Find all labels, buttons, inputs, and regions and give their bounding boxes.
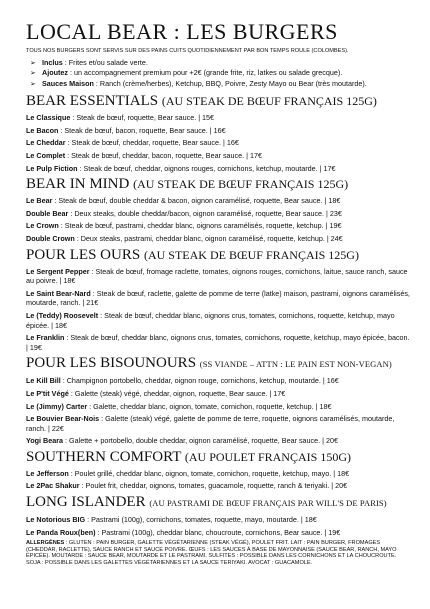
info-bullet: [30, 58, 410, 68]
section-subtitle: (AU STEAK DE BŒUF FRANÇAIS 125G): [143, 247, 359, 262]
item-name: Le Bouvier Bear-Nois: [26, 414, 100, 424]
menu-item: [26, 151, 410, 161]
item-name: Le Pulp Fiction: [26, 163, 78, 173]
section-name: BEAR ESSENTIALS: [26, 93, 159, 110]
bullet-text: : Ranch (crème/herbes), Ketchup, BBQ, Poivre, Zesty Mayo ou Bear (très moutarde).: [93, 78, 367, 88]
bullet-label: Sauces Maison: [42, 78, 94, 88]
section-name: LONG ISLANDER: [26, 494, 146, 511]
item-description: : Steak de bœuf, cheddar blanc, oignons crus, tomates, cornichons, roquette, ketchup, mayo épicée, bacon. | 19€: [26, 333, 410, 352]
bullet-label: Ajoutez: [42, 68, 68, 78]
bullet-text: : un accompagnement premium pour +2€ (grande frite, riz, latkes ou salade grecque).: [67, 68, 343, 78]
section-name: BEAR IN MIND: [26, 176, 130, 193]
menu-sections: [26, 93, 410, 537]
item-description: : Galette, cheddar blanc, oignon, tomate, cornichon, roquette, ketchup. | 18€: [87, 401, 332, 411]
info-bullet: [30, 68, 410, 78]
menu-item: [26, 389, 410, 399]
menu-item: [26, 113, 410, 123]
item-description: : Steak de bœuf, roquette, Bear sauce. | 15€: [70, 113, 215, 123]
arrow-bullet-icon: ➢: [30, 70, 36, 78]
menu-item: [26, 402, 410, 412]
item-description: : Steak de bœuf, raclette, galette de pomme de terre (latke) maison, pastrami, oignons caramélisés, moutarde, ranch. | 21€: [26, 288, 410, 308]
item-name: Le Bacon: [26, 125, 59, 135]
menu-section: [26, 93, 410, 173]
bullet-text: : Frites et/ou salade verte.: [62, 58, 148, 67]
menu-item: [26, 414, 410, 433]
menu-item: [26, 311, 410, 330]
item-description: : Steak de bœuf, cheddar, roquette, Bear sauce. | 16€: [65, 138, 239, 148]
section-title: [26, 494, 410, 512]
page-title: LOCAL BEAR : LES BURGERS: [26, 19, 338, 44]
menu-item: [26, 126, 410, 136]
item-description: : Steak de bœuf, cheddar, bacon, roquette, Bear sauce. | 17€: [65, 151, 262, 160]
item-name: Le Panda Roux(ben): [26, 527, 96, 537]
menu-item: [26, 267, 410, 286]
info-bullet: [30, 79, 410, 89]
item-description: : Deux steaks, pastrami, cheddar blanc, oignon caramélisé, roquette, ketchup. | 24€: [74, 233, 343, 243]
menu-item: [26, 436, 410, 446]
menu-item: [26, 138, 410, 148]
item-name: Le Sergent Pepper: [26, 266, 90, 276]
menu-item: [26, 481, 410, 491]
item-description: : Deux steaks, double cheddar/bacon, oignon caramélisé, roquette, Bear sauce. | 23€: [68, 208, 342, 218]
item-description: : Pastrami (100g), cheddar blanc, choucroute, cornichons, Bear sauce. | 19€: [95, 527, 341, 537]
menu-item: [26, 221, 410, 231]
item-name: Le Cheddar: [26, 138, 66, 148]
item-name: Le Franklin: [26, 333, 65, 343]
item-description: : Galette (steak) végé, cheddar, oignon, roquette, Bear sauce. | 17€: [68, 388, 286, 398]
item-description: : Champignon portobello, cheddar, oignon rouge, cornichons, ketchup, moutarde. | 16€: [60, 376, 339, 386]
item-name: Le Complet: [26, 151, 66, 160]
item-description: : Steak de bœuf, cheddar, oignons rouges, cornichons, ketchup, moutarde. | 17€: [77, 163, 336, 173]
menu-section: [26, 355, 410, 446]
item-description: : Galette (steak) végé, galette de pomme de terre, roquette, oignons caramélisés, moutarde, ranch. | 22€: [26, 414, 395, 433]
item-name: Le Jefferson: [26, 468, 69, 478]
item-name: Le (Teddy) Roosevelt: [26, 310, 99, 320]
section-name: POUR LES BISOUNOURS: [26, 355, 197, 372]
item-description: : Galette + portobello, double cheddar, oignon caramélisé, roquette, Bear sauce. | 20€: [63, 436, 338, 446]
intro-text: TOUS NOS BURGERS SONT SERVIS SUR DES PAINS CUITS QUOTIDIENNEMENT PAR BON TEMPS ROULE (COLOMBES).: [26, 48, 349, 54]
item-name: Le Saint Bear-Nard: [26, 288, 91, 298]
arrow-bullet-icon: ➢: [30, 80, 36, 88]
section-subtitle: (AU STEAK DE BŒUF FRANÇAIS 125G): [161, 94, 377, 109]
item-name: Le (Jimmy) Carter: [26, 401, 88, 411]
section-title: [26, 355, 410, 373]
menu-page: [26, 20, 410, 567]
bullet-label: Inclus: [42, 58, 63, 67]
item-name: Double Bear: [26, 208, 69, 218]
item-name: Le Classique: [26, 113, 71, 123]
menu-item: [26, 209, 410, 219]
section-subtitle: (SS VIANDE – ATTN : LE PAIN EST NON-VEGAN): [199, 359, 392, 370]
menu-item: [26, 469, 410, 479]
item-description: : Steak de bœuf, double cheddar & bacon, oignon caramélisé, roquette, Bear sauce. | 18€: [52, 196, 341, 206]
item-description: : Steak de bœuf, cheddar blanc, oignons crus, tomates, cornichons, roquette, ketchup, mayo épicée. | 18€: [26, 310, 395, 330]
item-description: : Steak de bœuf, pastrami, cheddar blanc, oignons caramélisés, roquette, ketchup. | 19€: [58, 221, 342, 231]
section-name: POUR LES OURS: [26, 246, 141, 263]
section-title: [26, 247, 410, 264]
item-description: : Steak de bœuf, fromage raclette, tomates, oignons rouges, cornichons, laitue, sauce ranch, sauce au poivre. | 18€: [26, 266, 408, 286]
section-title: [26, 93, 410, 110]
menu-item: [26, 289, 410, 308]
menu-item: [26, 164, 410, 174]
info-bullets: [30, 58, 410, 89]
menu-item: [26, 376, 410, 386]
item-name: Le 2Pac Shakur: [26, 481, 80, 491]
item-name: Le Bear: [26, 196, 53, 206]
allergens-note: [26, 540, 410, 566]
item-description: : Pastrami (100g), cornichons, tomates, roquette, mayo, moutarde. | 18€: [85, 515, 317, 525]
section-subtitle: (AU STEAK DE BŒUF FRANÇAIS 125G): [133, 177, 349, 192]
item-name: Le P'tit Végé: [26, 388, 69, 398]
menu-item: [26, 234, 410, 244]
item-name: Le Kill Bill: [26, 376, 61, 386]
item-name: Double Crown: [26, 233, 75, 243]
menu-item: [26, 515, 410, 525]
menu-item: [26, 196, 410, 206]
menu-section: [26, 494, 410, 537]
section-title: [26, 449, 410, 466]
section-subtitle: (AU PASTRAMI DE BŒUF FRANÇAIS PAR WILL'S DE PARIS): [149, 498, 387, 509]
item-description: : Poulet frit, cheddar, oignons, tomates, guacamole, roquette, ranch & teriyaki. | 20€: [79, 481, 348, 491]
menu-item: [26, 333, 410, 352]
item-description: : Steak de bœuf, bacon, roquette, Bear sauce. | 16€: [58, 125, 226, 135]
item-name: Le Notorious BIG: [26, 515, 86, 525]
menu-section: [26, 176, 410, 243]
item-name: Yogi Beara: [26, 436, 64, 446]
section-title: [26, 176, 410, 193]
allergens-text: : GLUTEN : PAIN BURGER, GALETTE VÉGÉTARIENNE (STEAK VÉGÉ), POULET FRIT. LAIT : PAIN BURGER, FROMAGES (CHEDDAR, RACLETTE), SAUCE RANCH ET SAUCE POIVRE. ŒUFS : LES SAUCES À BASE DE MAYONNAISE (SAUCE BEAR, RANCH, MAYO ÉPICÉE). MOUTARDE : SAUCE BEAR, MOUTARDE ET LE PASTRAMI. SULFITES : POSSIBLE DANS LES CORNICHONS ET LA CHOUCROUTE. SOJA : POSSIBLE DANS LES GALETTES VÉGÉTARIENNES ET LA SAUCE TERIYAKI. AVOCAT : GUACAMOLE.: [26, 540, 397, 567]
item-description: : Poulet grillé, cheddar blanc, oignon, tomate, cornichon, roquette, ketchup, mayo. | 18€: [68, 468, 350, 478]
menu-section: [26, 247, 410, 353]
menu-section: [26, 449, 410, 491]
section-subtitle: (AU POULET FRANÇAIS 150G): [184, 449, 351, 464]
arrow-bullet-icon: ➢: [30, 60, 36, 67]
allergens-label: ALLERGÈNES: [26, 540, 65, 547]
section-name: SOUTHERN COMFORT: [26, 448, 182, 465]
menu-item: [26, 528, 410, 538]
item-name: Le Crown: [26, 221, 59, 231]
